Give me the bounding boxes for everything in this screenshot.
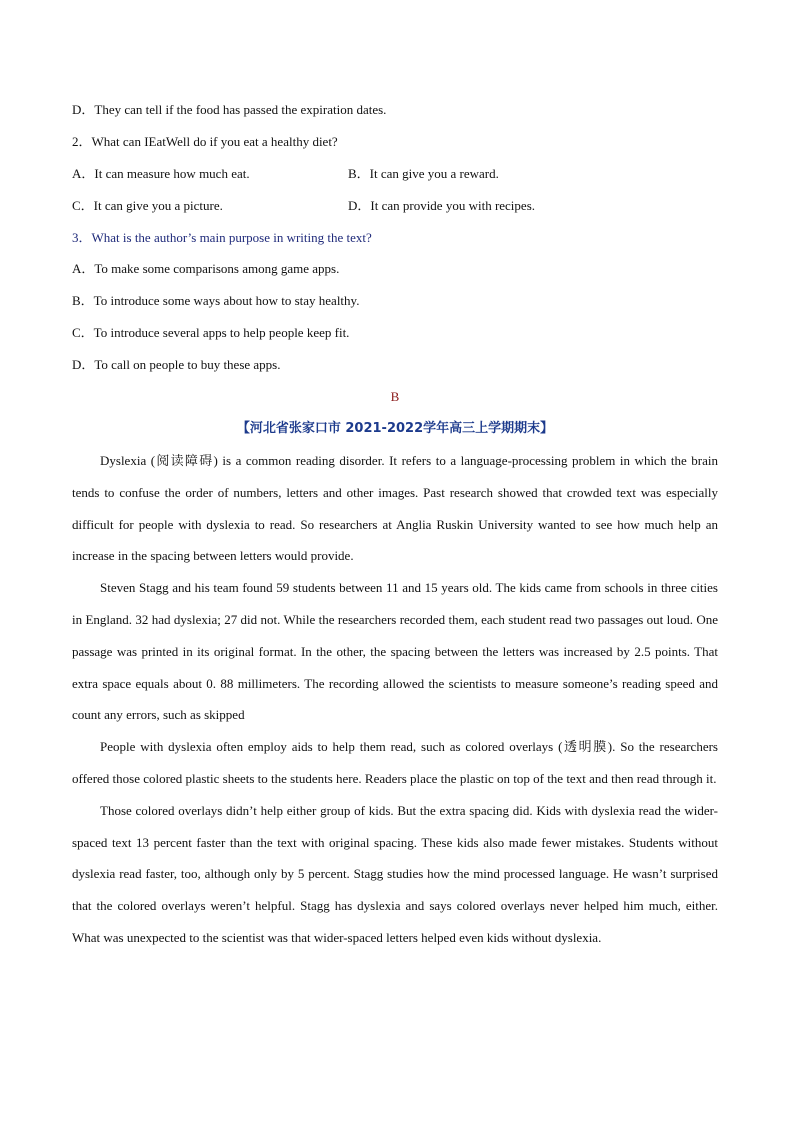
q3-option-b: B．To introduce some ways about how to stay healthy. (72, 293, 360, 308)
q2-option-d: D．It can provide you with recipes. (348, 198, 536, 213)
passage-paragraph-2: Steven Stagg and his team found 59 students between 11 and 15 years old. The kids came from schools in three cities in England. 32 had dyslexia; 27 did not. While the researchers recorded them, each student read two passages out loud. One passage was printed in its original format. In the other, the spacing between the letters was increased by 2.5 points. That extra space equals about 0. 88 millimeters. The recording allowed the scientists to measure someone’s reading speed and count any errors, such as skipped (72, 580, 718, 723)
q2-option-c: C．It can give you a picture. (72, 198, 223, 213)
q3-stem: 3．What is the author’s main purpose in writing the text? (72, 230, 372, 245)
passage-paragraph-4: Those colored overlays didn’t help either group of kids. But the extra spacing did. Kids with dyslexia read the wider-spaced text 13 percent faster than the text with original spacing. These kids also made fewer mistakes. Students without dyslexia read faster, too, although only by 5 percent. Stagg studies how the mind processed language. He wasn’t surprised that the colored overlays weren’t helpful. Stagg has dyslexia and says colored overlays never helped him much, either. What was unexpected to the scientist was that wider-spaced letters helped even kids without dyslexia. (72, 802, 718, 945)
q3-option-c: C．To introduce several apps to help people keep fit. (72, 325, 350, 340)
q1-option-d: D．They can tell if the food has passed the expiration dates. (72, 102, 387, 117)
section-letter: B (390, 389, 400, 404)
passage-paragraph-1: Dyslexia (阅读障碍) is a common reading disorder. It refers to a language-processing problem in which the brain tends to confuse the order of numbers, letters and other images. Past research showed that crowded text was especially difficult for people with dyslexia to read. So researchers at Anglia Ruskin University wanted to see how much help an increase in the spacing between letters would provide. (72, 453, 718, 564)
passage-paragraph-3: People with dyslexia often employ aids to help them read, such as colored overlays (透明膜). So the researchers offered those colored plastic sheets to the students here. Readers place the plastic on top of the text and then read through it. (72, 739, 718, 786)
passage-text (72, 445, 718, 954)
q2-option-b: B．It can give you a reward. (348, 166, 499, 181)
source-heading: 【河北省张家口市 2021-2022学年高三上学期期末】 (236, 421, 554, 436)
q3-option-d: D．To call on people to buy these apps. (72, 357, 281, 372)
q2-stem: 2．What can IEatWell do if you eat a healthy diet? (72, 134, 338, 149)
q2-option-a: A．It can measure how much eat. (72, 166, 250, 181)
q3-option-a: A．To make some comparisons among game apps. (72, 261, 340, 276)
